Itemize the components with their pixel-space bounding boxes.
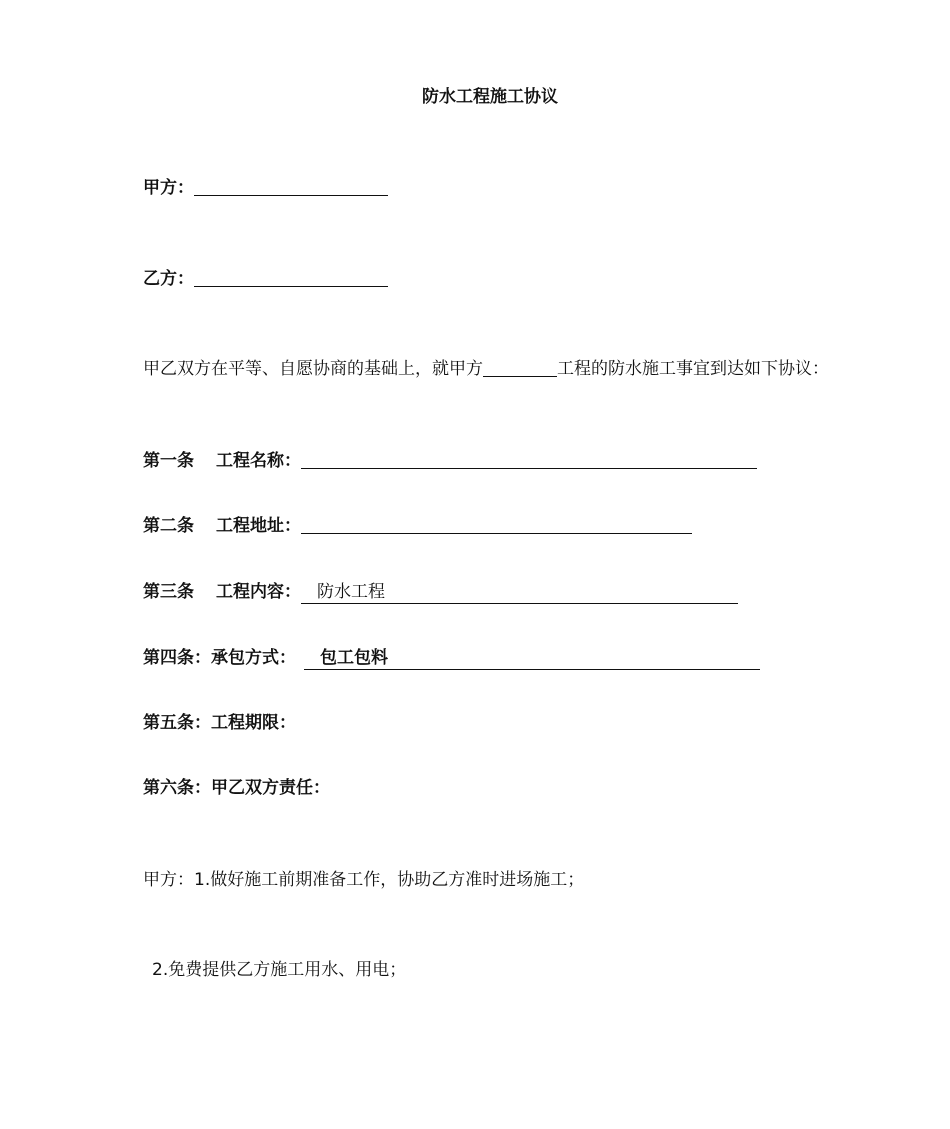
- article-3-number: 第三条: [143, 582, 194, 602]
- project-address-blank[interactable]: [301, 515, 692, 534]
- party-b-line: [143, 267, 388, 291]
- article-3-label: 工程内容：: [216, 582, 301, 602]
- party-a-line: [143, 176, 388, 200]
- party-a-duty-1: 甲方：1.做好施工前期准备工作，协助乙方准时进场施工；: [143, 870, 585, 890]
- contract-method-field[interactable]: [304, 647, 760, 670]
- article-4-line: [143, 646, 760, 670]
- project-name-blank[interactable]: [301, 450, 757, 469]
- party-a-label: 甲方：: [143, 178, 194, 198]
- preamble-before: 甲乙双方在平等、自愿协商的基础上，就甲方: [143, 359, 483, 379]
- preamble-line: [143, 357, 829, 381]
- article-2-label: 工程地址：: [216, 516, 301, 536]
- project-content-value: 防水工程: [317, 582, 385, 602]
- party-b-blank[interactable]: [194, 268, 388, 287]
- contract-method-value: 包工包料: [320, 648, 388, 668]
- article-2-line: [143, 514, 692, 538]
- article-1-number: 第一条: [143, 451, 194, 471]
- article-3-line: [143, 580, 738, 604]
- article-1-label: 工程名称：: [216, 451, 301, 471]
- party-b-label: 乙方：: [143, 269, 194, 289]
- document-title: 防水工程施工协议: [422, 87, 558, 107]
- article-2-number: 第二条: [143, 516, 194, 536]
- article-6-line: 第六条：甲乙双方责任：: [143, 778, 330, 798]
- party-a-duty-2: 2.免费提供乙方施工用水、用电；: [152, 960, 407, 980]
- article-4-label: 第四条：承包方式：: [143, 648, 296, 668]
- project-content-field[interactable]: [301, 581, 738, 604]
- party-a-blank[interactable]: [194, 177, 388, 196]
- preamble-after: 工程的防水施工事宜到达如下协议：: [557, 359, 829, 379]
- article-1-line: [143, 449, 757, 473]
- article-5-line: 第五条：工程期限：: [143, 713, 296, 733]
- preamble-project-blank[interactable]: [483, 358, 557, 377]
